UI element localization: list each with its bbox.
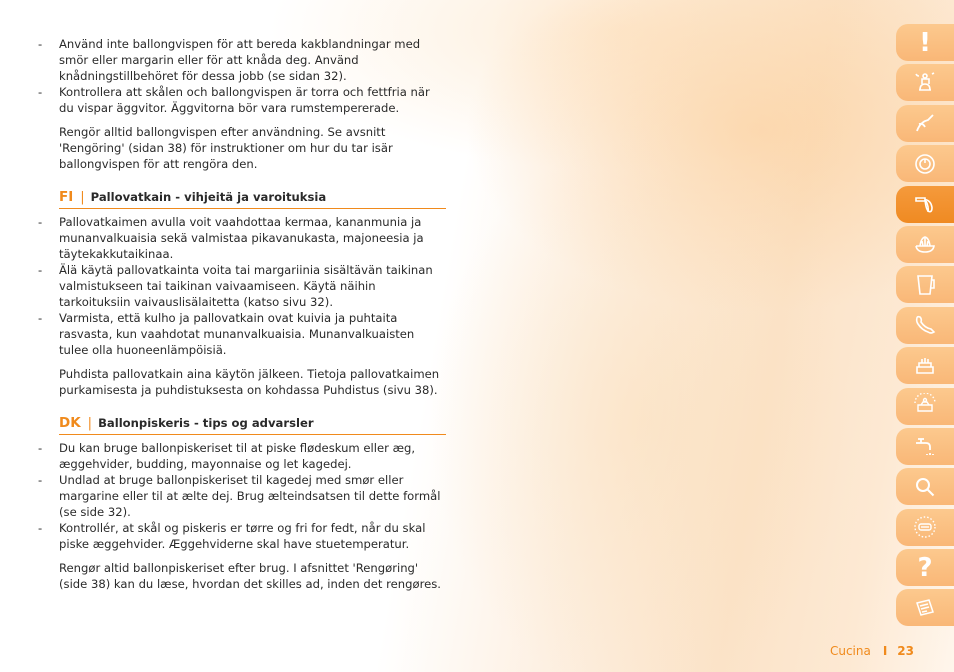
guarantee-icon [912,514,938,540]
mincer-icon [912,312,938,338]
tab-whisk[interactable] [896,186,954,223]
mixer-icon [912,70,938,96]
tab-warnings[interactable] [896,24,954,61]
language-code: FI [59,189,74,205]
fi-cleaning-note: Puhdista pallovatkain aina käytön jälkeen. Tietoja pallovatkaimen purkamisesta ja puhdistuksesta on kohdassa Puhdistus (sivu 38). [59,367,440,397]
page-footer [830,644,914,658]
dk-cleaning-note: Rengør altid ballonpiskeriset efter brug. I afsnittet 'Rengøring' (side 38) kan du læse, hvordan det skilles ad, inden det rengøres. [59,561,441,591]
sv-bullet-list [36,36,446,116]
heading-separator: | [87,416,93,431]
tab-mixer[interactable] [896,64,954,101]
tab-troubleshooting[interactable] [896,468,954,505]
language-code: DK [59,415,81,431]
recipes-icon [912,595,938,621]
dk-section-heading [59,415,446,435]
tab-blender-jar[interactable] [896,266,954,303]
fi-bullet-list [36,214,446,358]
exclamation-icon: ! [919,27,931,58]
tab-bowl[interactable] [896,145,954,182]
list-item: - Undlad at bruge ballonpiskeriset til kagedej med smør eller margarine eller til at ælte dej. Brug ælteindsatsen til dette formål (se side 32). [36,472,446,520]
tab-citrus-press[interactable] [896,226,954,263]
citrus-press-icon [912,231,938,257]
whisk-icon [912,191,938,217]
footer-separator: I [882,644,888,658]
dk-bullet-list [36,440,446,552]
list-item: - Använd inte ballongvispen för att bereda kakblandningar med smör eller margarin eller för att knåda deg. Använd knådningstillbehöret för dessa jobb (se sidan 32). [36,36,446,84]
list-item: - Älä käytä pallovatkainta voita tai margariinia sisältävän taikinan valmistukseen tai taikinan vaivaamiseen. Käytä näihin tarkoituksiin vaivauslisälaitetta (katso sivu 32). [36,262,446,310]
tab-guarantee[interactable] [896,509,954,546]
accessories-icon [912,393,938,419]
section-title: Ballonpiskeris - tips og advarsler [98,416,314,430]
tab-mincer[interactable] [896,307,954,344]
tab-cake[interactable] [896,347,954,384]
fi-section-heading [59,189,446,209]
tap-cleaning-icon [912,433,938,459]
footer-brand: Cucina [829,644,871,658]
list-item: - Pallovatkaimen avulla voit vaahdottaa kermaa, kananmunia ja munanvalkuaisia sekä valmistaa pikavanukasta, majoneesia ja täytekakkutaikinaa. [36,214,446,262]
tab-recipes[interactable] [896,589,954,626]
dough-hook-icon [912,110,938,136]
list-item: - Varmista, että kulho ja pallovatkain ovat kuivia ja puhtaita rasvasta, kun vaahdotat munanvalkuaisia. Munanvalkuaisten tulee olla huoneenlämpöisiä. [36,310,446,358]
list-item: - Kontrollér, at skål og piskeris er tørre og fri for fedt, når du skal piske æggehvider. Æggehviderne skal have stuetemperatur. [36,520,446,552]
tab-faq[interactable] [896,549,954,586]
heading-separator: | [80,190,85,205]
sv-cleaning-note: Rengör alltid ballongvispen efter användning. Se avsnitt 'Rengöring' (sidan 38) för instruktioner om hur du tar isär ballongvispen för att rengöra den. [59,125,393,171]
list-item: - Du kan bruge ballonpiskeriset til at piske flødeskum eller æg, æggehvider, budding, mayonnaise og let kagedej. [36,440,446,472]
blender-jar-icon [912,272,938,298]
main-content [36,36,446,592]
cake-icon [912,353,938,379]
chapter-tabs [896,24,954,630]
bowl-icon [912,151,938,177]
list-item: - Kontrollera att skålen och ballongvispen är torra och fettfria när du vispar äggvitor. Äggvitorna bör vara rumstempererade. [36,84,446,116]
tab-cleaning[interactable] [896,428,954,465]
page-number: 23 [897,644,914,658]
tab-dough-hook[interactable] [896,105,954,142]
question-icon: ? [917,552,933,583]
section-title: Pallovatkain - vihjeitä ja varoituksia [90,190,327,204]
tab-accessories[interactable] [896,388,954,425]
magnifier-icon [912,474,938,500]
